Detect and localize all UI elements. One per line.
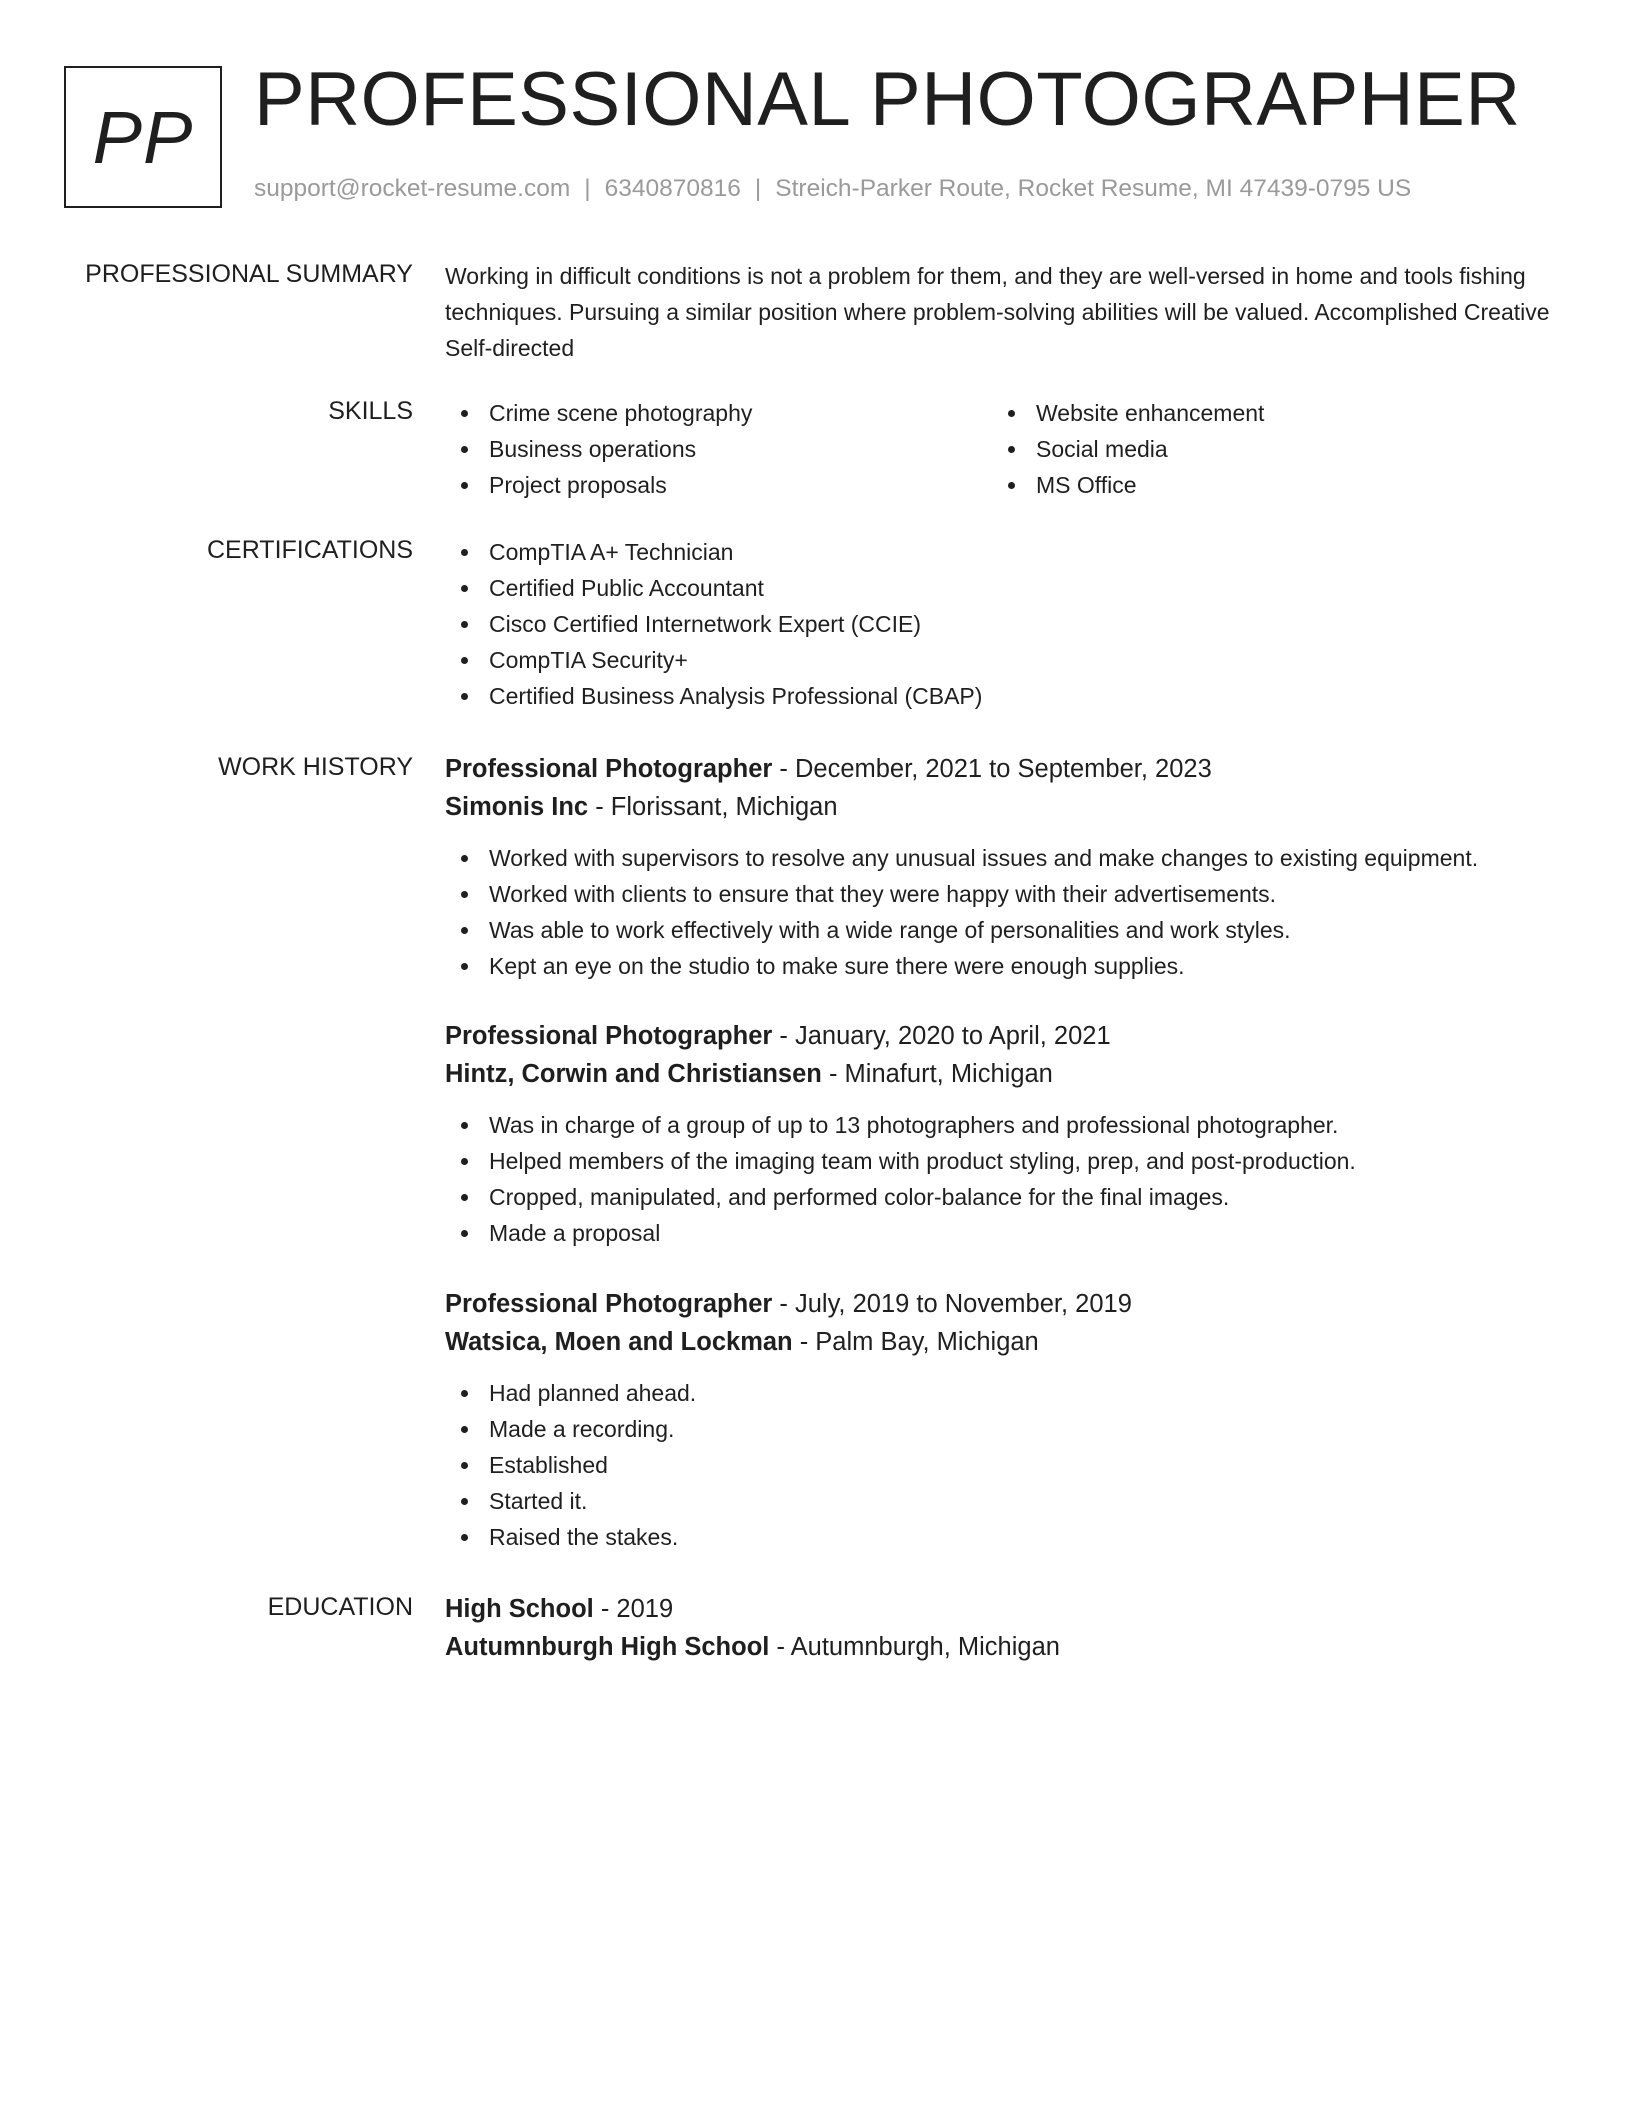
list-item: Social media (992, 431, 1539, 467)
job-title-line (445, 750, 1565, 788)
work-history-heading: WORK HISTORY (218, 753, 413, 781)
list-item: Project proposals (445, 467, 992, 503)
job-role: Professional Photographer (445, 1290, 773, 1318)
job-company: Simonis Inc (445, 793, 589, 821)
job-location: - Palm Bay, Michigan (792, 1328, 1039, 1356)
list-item: Started it. (445, 1483, 1565, 1519)
summary-heading: PROFESSIONAL SUMMARY (85, 260, 413, 288)
list-item: Cisco Certified Internetwork Expert (CCIE) (445, 606, 1565, 642)
list-item: Had planned ahead. (445, 1375, 1565, 1411)
job-dates: - January, 2020 to April, 2021 (772, 1022, 1111, 1050)
list-item: CompTIA Security+ (445, 642, 1565, 678)
job-title-line (445, 1017, 1565, 1055)
job-dates: - December, 2021 to September, 2023 (772, 755, 1212, 783)
job-company-line (445, 1323, 1565, 1361)
list-item: Raised the stakes. (445, 1519, 1565, 1555)
job-company: Watsica, Moen and Lockman (445, 1328, 793, 1356)
job-dates: - July, 2019 to November, 2019 (772, 1290, 1132, 1318)
initials: PP (92, 95, 194, 179)
school-name: Autumnburgh High School (445, 1633, 770, 1661)
list-item: Made a recording. (445, 1411, 1565, 1447)
list-item: Certified Public Accountant (445, 570, 1565, 606)
list-item: MS Office (992, 467, 1539, 503)
list-item: Certified Business Analysis Professional (CBAP) (445, 678, 1565, 714)
certifications-heading: CERTIFICATIONS (206, 536, 413, 564)
list-item: Business operations (445, 431, 992, 467)
job-company: Hintz, Corwin and Christiansen (445, 1060, 822, 1088)
school-line (445, 1628, 1565, 1666)
list-item: Cropped, manipulated, and performed color-balance for the final images. (445, 1179, 1565, 1215)
list-item: Established (445, 1447, 1565, 1483)
list-item: Made a proposal (445, 1215, 1565, 1251)
degree-line (445, 1590, 1565, 1628)
list-item: Was able to work effectively with a wide range of personalities and work styles. (445, 912, 1565, 948)
job-title-line (445, 1285, 1565, 1323)
skills-heading: SKILLS (328, 397, 413, 425)
graduation-year: - 2019 (593, 1595, 674, 1623)
list-item: Worked with supervisors to resolve any unusual issues and make changes to existing equipment. (445, 840, 1565, 876)
list-item: Website enhancement (992, 395, 1539, 431)
skills-grid (445, 395, 1565, 503)
education-heading: EDUCATION (267, 1593, 413, 1621)
job-company-line (445, 1055, 1565, 1093)
separator: | (584, 175, 591, 202)
school-location: - Autumnburgh, Michigan (769, 1633, 1060, 1661)
summary-text: Working in difficult conditions is not a problem for them, and they are well-versed in home and tools fishing techniques. Pursuing a similar position where problem-solving abilities will be valued. Accomplished Creative Self-directed (445, 263, 1550, 361)
list-item: Was in charge of a group of up to 13 photographers and professional photographer. (445, 1107, 1565, 1143)
phone[interactable]: 6340870816 (604, 175, 741, 202)
email[interactable]: support@rocket-resume.com (254, 175, 571, 202)
list-item: Worked with clients to ensure that they were happy with their advertisements. (445, 876, 1565, 912)
job-entry (445, 1285, 1565, 1555)
contact-line (254, 175, 1411, 203)
skills-list-left (445, 395, 992, 503)
job-entry (445, 750, 1565, 984)
job-role: Professional Photographer (445, 755, 773, 783)
skills-list-right (992, 395, 1539, 503)
separator: | (754, 175, 762, 202)
job-location: - Florissant, Michigan (588, 793, 838, 821)
monogram-logo (64, 66, 222, 208)
candidate-name: PROFESSIONAL PHOTOGRAPHER (254, 57, 1521, 142)
job-role: Professional Photographer (445, 1022, 773, 1050)
education-entry (445, 1590, 1565, 1666)
address: Streich-Parker Route, Rocket Resume, MI 47439-0795 US (775, 175, 1412, 202)
job-location: - Minafurt, Michigan (821, 1060, 1053, 1088)
list-item: Helped members of the imaging team with product styling, prep, and post-production. (445, 1143, 1565, 1179)
certifications-list (445, 534, 1565, 714)
job-bullets (445, 1375, 1565, 1555)
job-entry (445, 1017, 1565, 1251)
job-bullets (445, 840, 1565, 984)
list-item: CompTIA A+ Technician (445, 534, 1565, 570)
job-company-line (445, 788, 1565, 826)
job-bullets (445, 1107, 1565, 1251)
list-item: Crime scene photography (445, 395, 992, 431)
degree: High School (445, 1595, 594, 1623)
list-item: Kept an eye on the studio to make sure there were enough supplies. (445, 948, 1565, 984)
